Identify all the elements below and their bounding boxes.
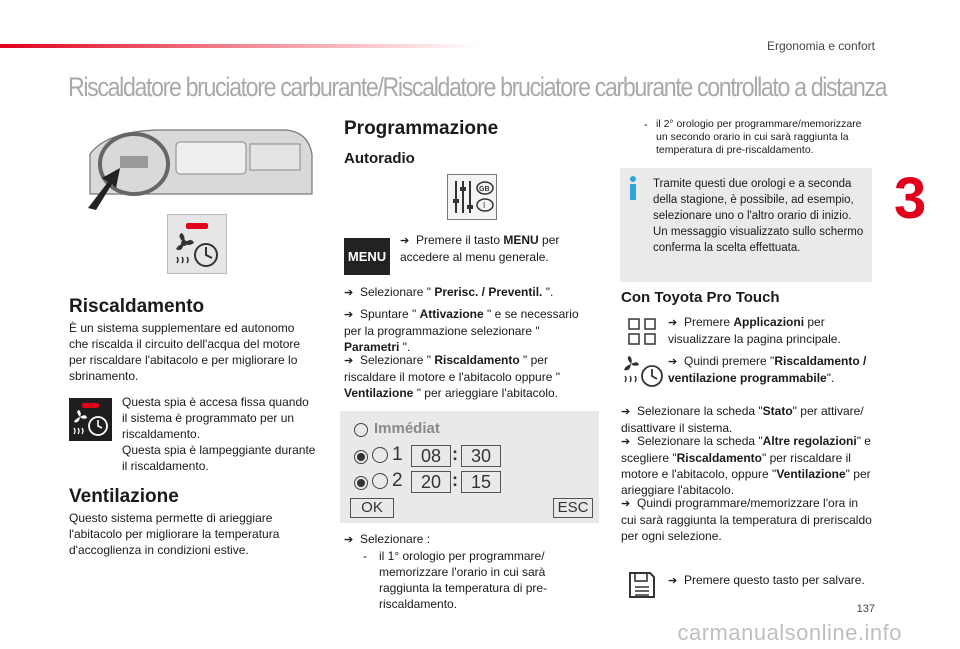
radio-option-clock2[interactable] — [354, 476, 368, 490]
text-part: Stato — [762, 404, 793, 418]
clock2-number: 2 — [392, 470, 403, 491]
lamp-line: Questa spia è accesa fissa quando — [122, 395, 309, 409]
page-title: Riscaldatore bruciatore carburante/Riscaldatore bruciatore carburante controllato a distanza — [68, 72, 887, 102]
lamp-line: il sistema è programmato per un — [122, 411, 295, 425]
ventilation-description: Questo sistema permette di arieggiare l'abitacolo per migliorare la temperatura d'accoglienza in condizioni estive. — [69, 511, 280, 557]
menu-button[interactable]: MENU — [344, 238, 390, 275]
arrow-right-icon: ➔ — [621, 436, 631, 448]
radio-option-clock1[interactable] — [354, 450, 368, 464]
arrow-right-icon: ➔ — [344, 355, 354, 367]
text-part: " per attivare/ disattivare il sistema. — [621, 404, 864, 435]
heater-lamp-icon — [69, 398, 112, 441]
text-part: MENU — [503, 233, 539, 247]
dashboard-illustration — [86, 124, 318, 214]
svg-text:GB: GB — [479, 186, 490, 193]
heater-switch-illustration — [167, 214, 227, 274]
fan-clock-icon — [174, 233, 220, 269]
settings-sliders-icon — [447, 174, 497, 220]
info-text: Tramite questi due orologi e a seconda della stagione, è possibile, ad esempio, selezionare uno o l'altro orario di inizio. Un messaggio visualizzato sullo schermo conferma la scelta effettuata. — [653, 178, 864, 254]
arrow-right-icon: ➔ — [668, 575, 678, 587]
text-part: Riscaldamento / ventilazione programmabile — [668, 354, 867, 385]
text-part: " e se necessario per la programmazione selezionare " — [344, 307, 579, 338]
text-part: Premere — [684, 315, 734, 329]
clock-icon — [372, 473, 388, 489]
lamp-description — [122, 394, 322, 474]
heating-description: È un sistema supplementare ed autonomo che riscalda il circuito dell'acqua del motore per riscaldare l'abitacolo e per migliorare lo sbrinamento. — [69, 321, 301, 383]
applications-icon — [627, 318, 659, 346]
text-part: ". — [399, 340, 411, 354]
radio-screen: Immédiat 1 08 : 30 2 20 : 15 OK ESC — [340, 411, 599, 523]
step-heating-ventilation — [668, 353, 873, 386]
header-accent-bar — [0, 44, 480, 48]
text-part: Selezionare " — [360, 353, 435, 367]
clock1-number: 1 — [392, 444, 403, 465]
step-select-heating — [344, 352, 594, 401]
info-box — [620, 168, 872, 282]
text-part: per accedere al menu generale. — [400, 233, 560, 264]
text-part: per visualizzare la pagina principale. — [668, 315, 841, 346]
step-save — [668, 572, 873, 589]
arrow-right-icon: ➔ — [344, 534, 354, 546]
arrow-right-icon: ➔ — [668, 356, 678, 368]
text-part: Selezionare la scheda " — [637, 434, 763, 448]
text-part: " per arieggiare l'abitacolo. — [621, 467, 871, 497]
menu-instruction — [400, 232, 580, 265]
section-heading: Ergonomia e confort — [766, 39, 875, 53]
chapter-number: 3 — [894, 166, 927, 231]
clock2-option: - il 2° orologio per programmare/memorizzare un secondo orario in cui sarà raggiunta la temperatura di pre-riscaldamento. — [644, 118, 874, 157]
text-part: Attivazione — [419, 307, 484, 321]
text-part: Premere il tasto — [416, 233, 504, 247]
heating-title: Riscaldamento — [69, 296, 205, 317]
text-part: Quindi programmare/memorizzare l'ora in cui sarà raggiunta la temperatura di preriscaldo per ogni selezione. — [621, 496, 872, 543]
clock1-option: - il 1° orologio per programmare/ memorizzare l'orario in cui sarà raggiunta la temperatura di pre-riscaldamento. — [363, 548, 558, 612]
text-part: Selezionare : — [360, 532, 431, 546]
lamp-line: il riscaldamento. — [122, 459, 209, 473]
lamp-line: riscaldamento. — [122, 427, 201, 441]
clock-icon — [372, 447, 388, 463]
step-select-preheat — [344, 284, 594, 301]
step-other-settings-tab — [621, 433, 873, 498]
radio-title: Autoradio — [344, 150, 415, 167]
step-program-time — [621, 495, 873, 544]
text-part: Applicazioni — [733, 315, 805, 329]
text-part: Riscaldamento — [434, 353, 520, 367]
text-part: " per riscaldare il motore e l'abitacolo oppure " — [344, 353, 560, 384]
clock1-description: il 1° orologio per programmare/ memorizzare l'orario in cui sarà raggiunta la temperatura di pre-riscaldamento. — [379, 549, 548, 611]
text-part: " per arieggiare l'abitacolo. — [413, 386, 558, 400]
text-part: Ventilazione — [776, 467, 846, 481]
arrow-right-icon: ➔ — [344, 309, 354, 321]
warning-lamp-icon — [186, 223, 208, 229]
text-part: Quindi premere " — [684, 354, 775, 368]
lamp-line: Questa spia è lampeggiante durante — [122, 443, 316, 457]
text-part: Riscaldamento — [676, 451, 762, 465]
text-part: " e scegliere " — [621, 434, 871, 465]
text-part: Ventilazione — [344, 386, 414, 400]
text-part: Selezionare la scheda " — [637, 404, 763, 418]
select-clock-step — [344, 531, 574, 548]
clock1-minutes[interactable]: 30 — [461, 445, 501, 467]
clock2-hours[interactable]: 20 — [411, 471, 451, 493]
svg-text:I: I — [483, 201, 486, 210]
step-status-tab — [621, 403, 873, 436]
ventilation-title: Ventilazione — [69, 486, 179, 507]
text-part: Parametri — [344, 340, 400, 354]
arrow-right-icon: ➔ — [668, 317, 678, 329]
step-applications — [668, 314, 868, 347]
clock2-minutes[interactable]: 15 — [461, 471, 501, 493]
arrow-right-icon: ➔ — [400, 235, 410, 247]
text-part: Spuntare " — [360, 307, 420, 321]
page-number: 137 — [856, 603, 875, 615]
text-part: ". — [826, 371, 835, 385]
ok-button[interactable]: OK — [350, 498, 394, 518]
pro-touch-title: Con Toyota Pro Touch — [621, 289, 780, 306]
info-icon — [628, 176, 638, 200]
save-icon — [627, 570, 657, 600]
text-part: Prerisc. / Preventil. — [434, 285, 543, 299]
immediate-label: Immédiat — [374, 420, 440, 437]
text-part: " per riscaldare il motore e l'abitacolo, oppure " — [621, 451, 851, 481]
step-activation — [344, 306, 594, 355]
programming-title: Programmazione — [344, 118, 499, 139]
text-part: Premere questo tasto per salvare. — [684, 573, 865, 587]
text-part: Altre regolazioni — [762, 434, 857, 448]
arrow-right-icon: ➔ — [621, 498, 631, 510]
radio-option-immediate[interactable] — [354, 423, 368, 437]
heating-ventilation-icon — [622, 356, 664, 390]
text-part: Selezionare " — [360, 285, 435, 299]
esc-button[interactable]: ESC — [553, 498, 593, 518]
arrow-right-icon: ➔ — [621, 406, 631, 418]
arrow-right-icon: ➔ — [344, 287, 354, 299]
text-part: ". — [542, 285, 554, 299]
watermark: carmanualsonline.info — [677, 620, 902, 645]
clock1-hours[interactable]: 08 — [411, 445, 451, 467]
clock2-description: il 2° orologio per programmare/memorizzare un secondo orario in cui sarà raggiunta la temperatura di pre-riscaldamento. — [656, 118, 862, 156]
